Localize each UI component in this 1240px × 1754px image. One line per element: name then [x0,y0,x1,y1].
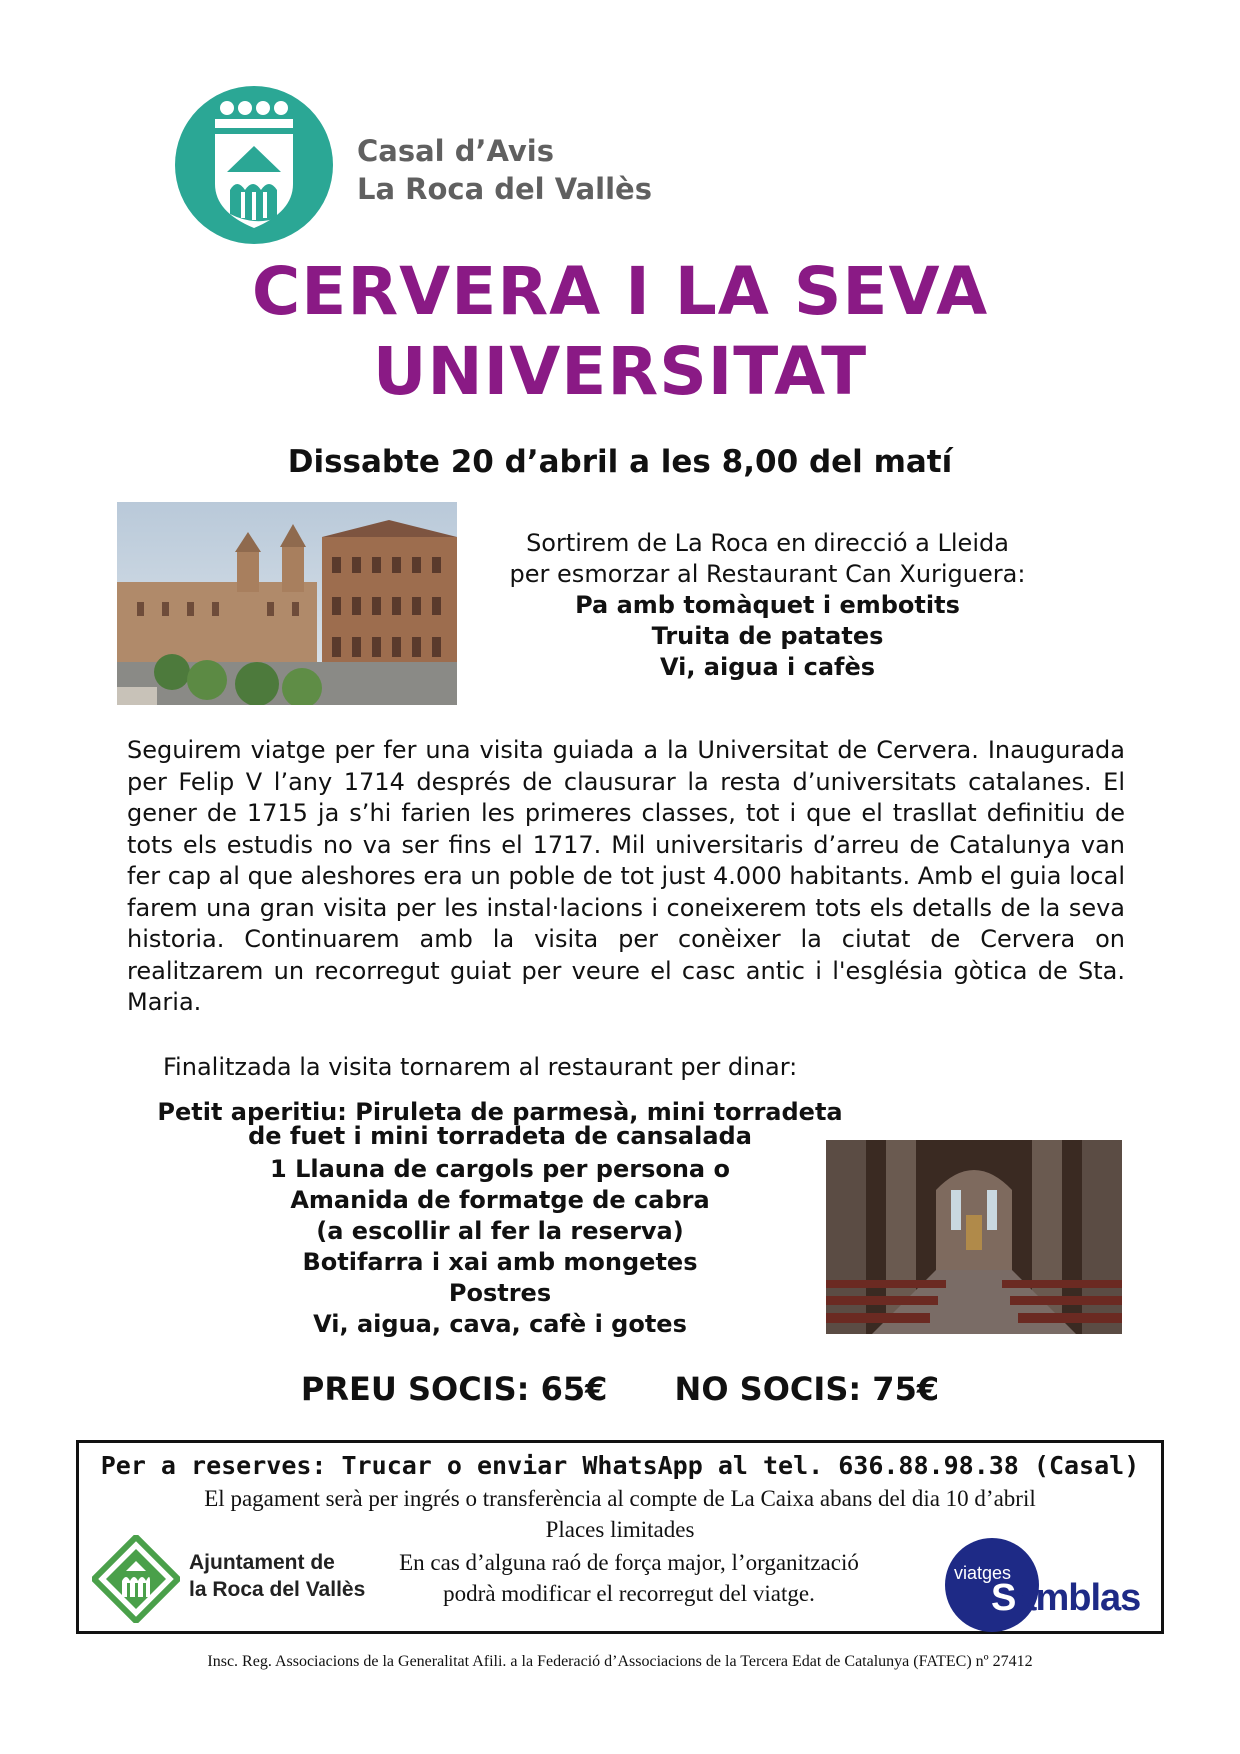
church-interior-photo [826,1140,1122,1334]
event-date: Dissabte 20 d’abril a les 8,00 del matí [287,444,953,480]
footer-note: Insc. Reg. Associacions de la Generalitat Afili. a la Federació d’Associacions de la Tercera Edat de Catalunya (FATEC) nº 27412 [207,1653,1033,1670]
breakfast-line2: per esmorzar al Restaurant Can Xuriguera: [509,560,1026,588]
reservation-box [76,1440,1164,1634]
prices [0,1370,1240,1408]
agency-name-initial: S [991,1577,1016,1619]
ajuntament-shield-icon [92,1535,180,1623]
lunch-aperitiu-line2: de fuet i mini torradeta de cansalada [248,1122,752,1150]
organization-name [357,132,652,208]
organization-line1: Casal d’Avis [357,134,555,168]
limited-places: Places limitades [545,1517,695,1542]
force-majeure-note [369,1547,889,1609]
casal-logo [175,86,333,244]
page-title [0,252,1240,412]
price-members: PREU SOCIS: 65€ [300,1370,608,1408]
force-majeure-line1: En cas d’alguna raó de força major, l’organització [399,1550,859,1575]
agency-name-rest: amblas [1015,1577,1141,1619]
lunch-intro: Finalitzada la visita tornarem al restaurant per dinar: [163,1053,798,1081]
casal-shield-icon [175,86,333,244]
title-line1: CERVERA I LA SEVA [251,253,989,330]
ajuntament-logo [92,1535,180,1623]
lunch-item: 1 Llauna de cargols per persona o [270,1155,730,1183]
lunch-menu [140,1100,860,1340]
title-line2: UNIVERSITAT [372,333,868,410]
lunch-item: Amanida de formatge de cabra [290,1186,710,1214]
ajuntament-line1: Ajuntament de [189,1551,335,1574]
organization-line2: La Roca del Vallès [357,172,652,206]
force-majeure-line2: podrà modificar el recorregut del viatge. [443,1581,815,1606]
agency-small-label: viatges [954,1563,1012,1583]
lunch-aperitiu-line1: Petit aperitiu: Piruleta de parmesà, mini torradeta [157,1098,843,1126]
ajuntament-line2: la Roca del Vallès [189,1578,366,1601]
payment-info: El pagament serà per ingrés o transferència al compte de La Caixa abans del dia 10 d’abril [204,1486,1036,1511]
reservation-phone: Per a reserves: Trucar o enviar WhatsApp al tel. 636.88.98.38 (Casal) [100,1451,1140,1480]
breakfast-item: Vi, aigua i cafès [659,653,876,681]
breakfast-line1: Sortirem de La Roca en direcció a Lleida [526,529,1009,557]
lunch-item: Postres [448,1279,552,1307]
agency-name [991,1577,1140,1620]
trip-description: Seguirem viatge per fer una visita guiada a la Universitat de Cervera. Inaugurada per Felip V l’any 1714 després de clausurar la resta d’universitats catalanes. El gener de 1715 ja s’hi farien les primeres classes, tot i que el trasllat definitiu de tots els estudis no va ser fins el 1717. Mil universitaris d’arreu de Catalunya van fer cap al que aleshores era un poble de tot just 4.000 habitants. Amb el guia local farem una gran visita per les instal·lacions i coneixerem tots els detalls de la seva historia. Continuarem amb la visita per conèixer la ciutat de Cervera on realitzarem un recorregut guiat per veure el casc antic i l'església gòtica de Sta. Maria. [127,736,1125,1016]
lunch-item: Vi, aigua, cava, cafè i gotes [313,1310,687,1338]
price-non-members: NO SOCIS: 75€ [674,1370,940,1408]
lunch-item: (a escollir al fer la reserva) [316,1217,684,1245]
breakfast-item: Pa amb tomàquet i embotits [575,591,960,619]
university-photo [117,502,457,705]
lunch-item: Botifarra i xai amb mongetes [302,1248,698,1276]
ajuntament-name [189,1549,365,1603]
breakfast-block [470,528,1065,683]
breakfast-item: Truita de patates [651,622,884,650]
